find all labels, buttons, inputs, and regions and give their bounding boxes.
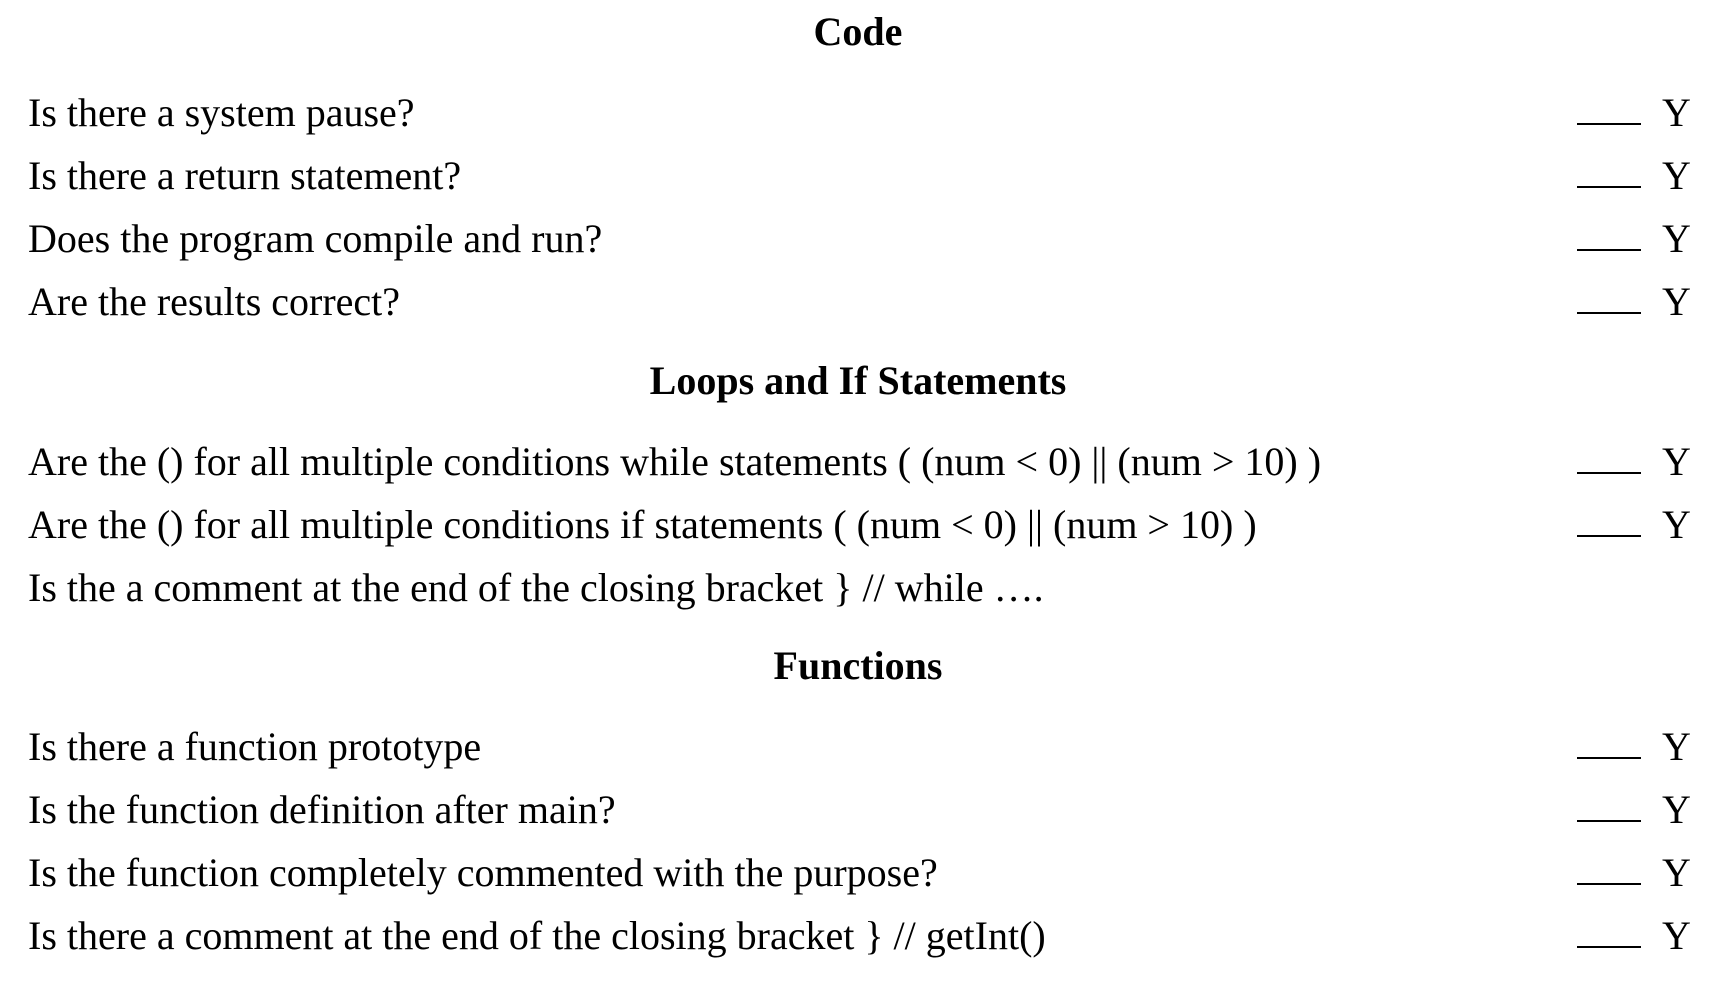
- answer-mark: Y: [1662, 502, 1691, 547]
- answer-blank[interactable]: [1577, 249, 1641, 251]
- answer-blank[interactable]: [1577, 312, 1641, 314]
- answer-mark: Y: [1662, 439, 1691, 484]
- question-text: Are the () for all multiple conditions if statements ( (num < 0) || (num > 10) ): [28, 502, 1257, 547]
- checklist-item: [0, 909, 1716, 963]
- question-text: Is there a comment at the end of the closing bracket } // getInt(): [28, 913, 1046, 958]
- question-text: Is the a comment at the end of the closing bracket } // while ….: [28, 565, 1044, 610]
- question-text: Is the function definition after main?: [28, 787, 616, 832]
- question-text: Is there a return statement?: [28, 153, 462, 198]
- checklist-item: [0, 212, 1716, 266]
- section-heading-code: Code: [813, 9, 903, 54]
- answer-blank[interactable]: [1577, 123, 1641, 125]
- answer-mark: Y: [1662, 787, 1691, 832]
- answer-mark: Y: [1662, 279, 1691, 324]
- question-text: Is there a function prototype: [28, 724, 482, 769]
- answer-blank[interactable]: [1577, 757, 1641, 759]
- section-heading-functions: Functions: [773, 643, 943, 688]
- answer-mark: Y: [1662, 90, 1691, 135]
- checklist-item: [0, 149, 1716, 203]
- answer-blank[interactable]: [1577, 820, 1641, 822]
- answer-mark: Y: [1662, 724, 1691, 769]
- answer-blank[interactable]: [1577, 883, 1641, 885]
- checklist-item: [0, 846, 1716, 900]
- checklist-item: [0, 561, 1716, 615]
- answer-mark: Y: [1662, 913, 1691, 958]
- answer-mark: Y: [1662, 153, 1691, 198]
- answer-blank[interactable]: [1577, 946, 1641, 948]
- checklist-item: [0, 435, 1716, 489]
- checklist-item: [0, 275, 1716, 329]
- answer-blank[interactable]: [1577, 472, 1641, 474]
- question-text: Is there a system pause?: [28, 90, 415, 135]
- checklist-item: [0, 498, 1716, 552]
- section-heading-loops: Loops and If Statements: [649, 358, 1067, 403]
- checklist-item: [0, 720, 1716, 774]
- question-text: Are the () for all multiple conditions while statements ( (num < 0) || (num > 10) ): [28, 439, 1322, 484]
- answer-mark: Y: [1662, 850, 1691, 895]
- answer-blank[interactable]: [1577, 186, 1641, 188]
- checklist-item: [0, 783, 1716, 837]
- answer-mark: Y: [1662, 216, 1691, 261]
- question-text: Are the results correct?: [28, 279, 401, 324]
- answer-blank[interactable]: [1577, 535, 1641, 537]
- question-text: Does the program compile and run?: [28, 216, 603, 261]
- question-text: Is the function completely commented with the purpose?: [28, 850, 938, 895]
- checklist-item: [0, 86, 1716, 140]
